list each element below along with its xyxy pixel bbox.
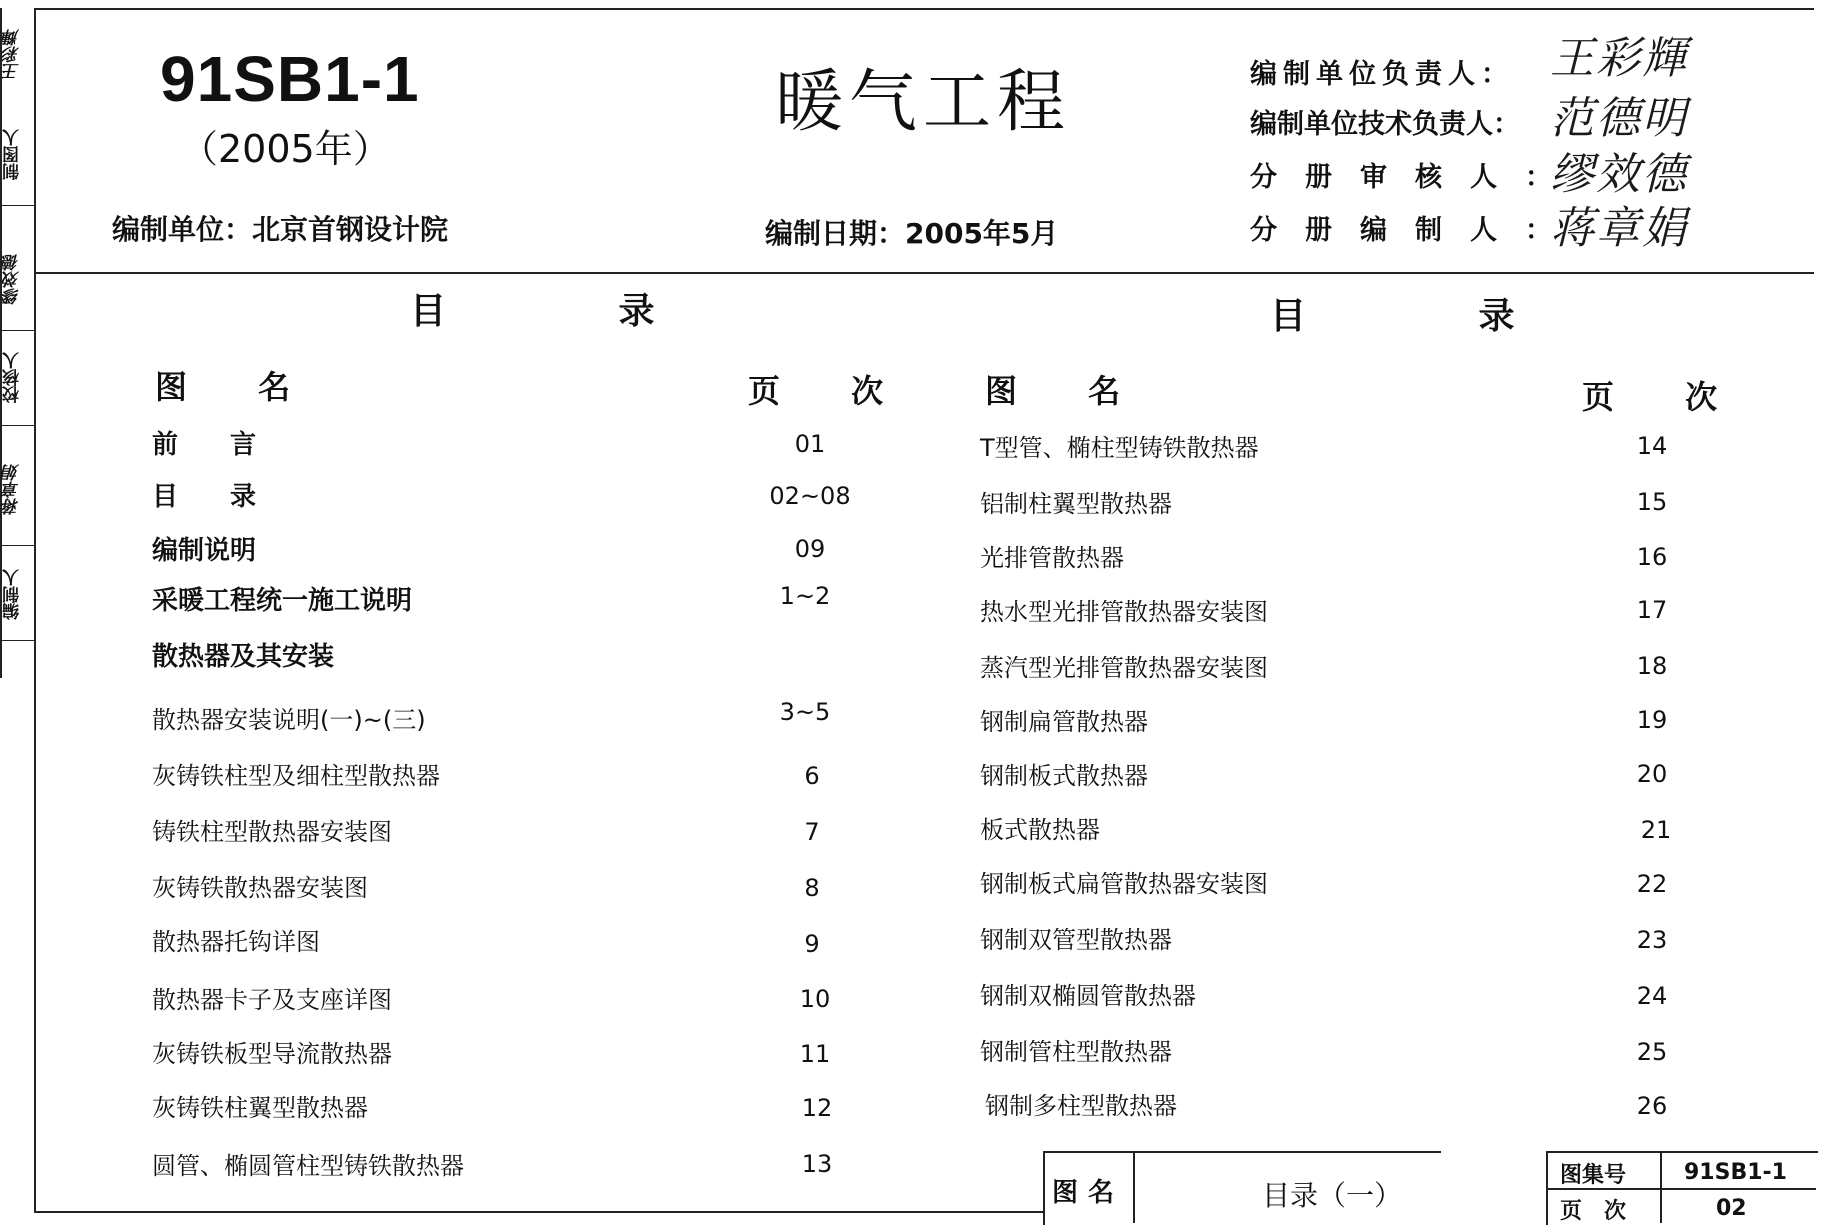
toc-entry-name: 灰铸铁散热器安装图 bbox=[152, 874, 368, 902]
toc-entry-page: 10 bbox=[799, 985, 831, 1013]
toc-entry-page: 09 bbox=[794, 535, 826, 563]
role-label: 编制单位技术负责人： bbox=[1250, 109, 1520, 140]
title-block-atlas-label: 图集号 bbox=[1560, 1163, 1627, 1188]
title-block-divider bbox=[1660, 1151, 1662, 1223]
toc-entry-name: 钢制双管型散热器 bbox=[980, 926, 1172, 954]
toc-entry-page: 12 bbox=[801, 1094, 833, 1122]
toc-entry-page: 02~08 bbox=[769, 482, 851, 510]
toc-entry-page: 7 bbox=[804, 818, 820, 846]
toc-entry-name: 钢制双椭圆管散热器 bbox=[980, 982, 1196, 1010]
toc-entry-name: 采暖工程统一施工说明 bbox=[152, 586, 413, 616]
side-signature: 蒋章娟 bbox=[3, 464, 23, 516]
compile-unit: 编制单位：北京首钢设计院 bbox=[112, 213, 449, 246]
atlas-year: （2005年） bbox=[180, 127, 391, 171]
frame-bottom-border bbox=[34, 1211, 1045, 1213]
toc-entry-name: 钢制扁管散热器 bbox=[980, 708, 1148, 736]
toc-entry-page: 20 bbox=[1636, 760, 1668, 788]
col-name-header-right: 图 名 bbox=[985, 372, 1151, 410]
toc-entry-name: 编制说明 bbox=[152, 536, 257, 566]
side-signature: 缪效德 bbox=[3, 254, 23, 306]
toc-entry-page: 25 bbox=[1636, 1038, 1668, 1066]
atlas-code: 91SB1-1 bbox=[160, 43, 420, 115]
toc-entry-name: 散热器安装说明(一)~(三) bbox=[152, 706, 426, 734]
toc-entry-name: 钢制板式散热器 bbox=[980, 762, 1148, 790]
toc-entry-name: 目 录 bbox=[152, 482, 257, 512]
toc-entry-page: 17 bbox=[1636, 596, 1668, 624]
toc-entry-name: 散热器托钩详图 bbox=[152, 928, 320, 956]
toc-entry-name: 灰铸铁板型导流散热器 bbox=[152, 1040, 392, 1068]
side-sep bbox=[0, 640, 34, 641]
toc-entry-page: 15 bbox=[1636, 488, 1668, 516]
toc-entry-name: 钢制多柱型散热器 bbox=[985, 1092, 1177, 1120]
title-block-atlas-value: 91SB1-1 bbox=[1684, 1160, 1787, 1185]
col-name-header-left: 图 名 bbox=[155, 368, 321, 406]
title-block-divider bbox=[1133, 1151, 1135, 1223]
toc-entry-page: 13 bbox=[801, 1150, 833, 1178]
toc-entry-name: 前 言 bbox=[152, 430, 257, 460]
role-label: 分册审核人： bbox=[1250, 162, 1580, 193]
signature: 缪效德 bbox=[1550, 149, 1688, 200]
toc-entry-page: 14 bbox=[1636, 432, 1668, 460]
toc-entry-page: 22 bbox=[1636, 870, 1668, 898]
title-block-page-label: 页 次 bbox=[1560, 1199, 1627, 1224]
toc-entry-page: 21 bbox=[1640, 816, 1672, 844]
side-signature: 王彩輝 bbox=[3, 29, 23, 81]
toc-entry-page: 9 bbox=[804, 930, 820, 958]
col-page-header-right: 页 次 bbox=[1582, 378, 1748, 416]
title-block-name-label: 图名 bbox=[1052, 1178, 1125, 1208]
toc-entry-page: 24 bbox=[1636, 982, 1668, 1010]
frame-top-border bbox=[34, 8, 1814, 10]
role-label: 分册编制人： bbox=[1250, 215, 1580, 246]
side-sep bbox=[0, 205, 34, 206]
toc-entry-name: 钢制管柱型散热器 bbox=[980, 1038, 1172, 1066]
toc-entry-page: 6 bbox=[804, 762, 820, 790]
side-sep bbox=[0, 330, 34, 331]
signature: 蒋章娟 bbox=[1550, 203, 1688, 254]
toc-entry-page: 19 bbox=[1636, 706, 1668, 734]
signature: 范德明 bbox=[1550, 93, 1688, 144]
toc-entry-name: 灰铸铁柱型及细柱型散热器 bbox=[152, 762, 440, 790]
side-role: 编制人 bbox=[3, 569, 23, 621]
toc-entry-page: 01 bbox=[794, 430, 826, 458]
toc-entry-name: 钢制板式扁管散热器安装图 bbox=[980, 870, 1268, 898]
toc-entry-name: T型管、椭柱型铸铁散热器 bbox=[980, 434, 1259, 462]
toc-entry-name: 灰铸铁柱翼型散热器 bbox=[152, 1094, 368, 1122]
side-role: 校核人 bbox=[3, 352, 23, 403]
col-page-header-left: 页 次 bbox=[748, 372, 914, 410]
side-sep bbox=[0, 425, 34, 426]
side-sep bbox=[0, 545, 34, 546]
toc-entry-name: 铝制柱翼型散热器 bbox=[980, 490, 1172, 518]
toc-entry-name: 圆管、椭圆管柱型铸铁散热器 bbox=[152, 1152, 464, 1180]
toc-entry-page: 26 bbox=[1636, 1092, 1668, 1120]
toc-heading-left: 目 录 bbox=[410, 291, 735, 332]
toc-entry-page: 18 bbox=[1636, 652, 1668, 680]
toc-entry-name: 蒸汽型光排管散热器安装图 bbox=[980, 654, 1268, 682]
toc-heading-right: 目 录 bbox=[1270, 296, 1595, 337]
toc-entry-page: 1~2 bbox=[779, 582, 831, 610]
toc-entry-page: 23 bbox=[1636, 926, 1668, 954]
toc-entry-name: 光排管散热器 bbox=[980, 544, 1124, 572]
toc-entry-name: 热水型光排管散热器安装图 bbox=[980, 598, 1268, 626]
document-title: 暖气工程 bbox=[775, 63, 1072, 142]
compile-date: 编制日期：2005年5月 bbox=[765, 217, 1059, 250]
toc-section-title: 散热器及其安装 bbox=[152, 642, 335, 672]
toc-entry-name: 铸铁柱型散热器安装图 bbox=[152, 818, 392, 846]
toc-entry-name: 散热器卡子及支座详图 bbox=[152, 986, 392, 1014]
title-block-page-value: 02 bbox=[1716, 1196, 1747, 1221]
signature: 王彩輝 bbox=[1550, 33, 1688, 84]
toc-entry-page: 11 bbox=[799, 1040, 831, 1068]
frame-left-border bbox=[34, 8, 36, 1213]
title-block-name-value: 目录（一） bbox=[1262, 1179, 1403, 1212]
role-label: 编制单位负责人： bbox=[1250, 59, 1514, 90]
toc-entry-page: 16 bbox=[1636, 543, 1668, 571]
toc-entry-page: 8 bbox=[804, 874, 820, 902]
side-role: 制图人 bbox=[3, 129, 23, 181]
toc-entry-name: 板式散热器 bbox=[980, 816, 1100, 844]
toc-entry-page: 3~5 bbox=[779, 698, 831, 726]
header-divider bbox=[34, 272, 1814, 274]
